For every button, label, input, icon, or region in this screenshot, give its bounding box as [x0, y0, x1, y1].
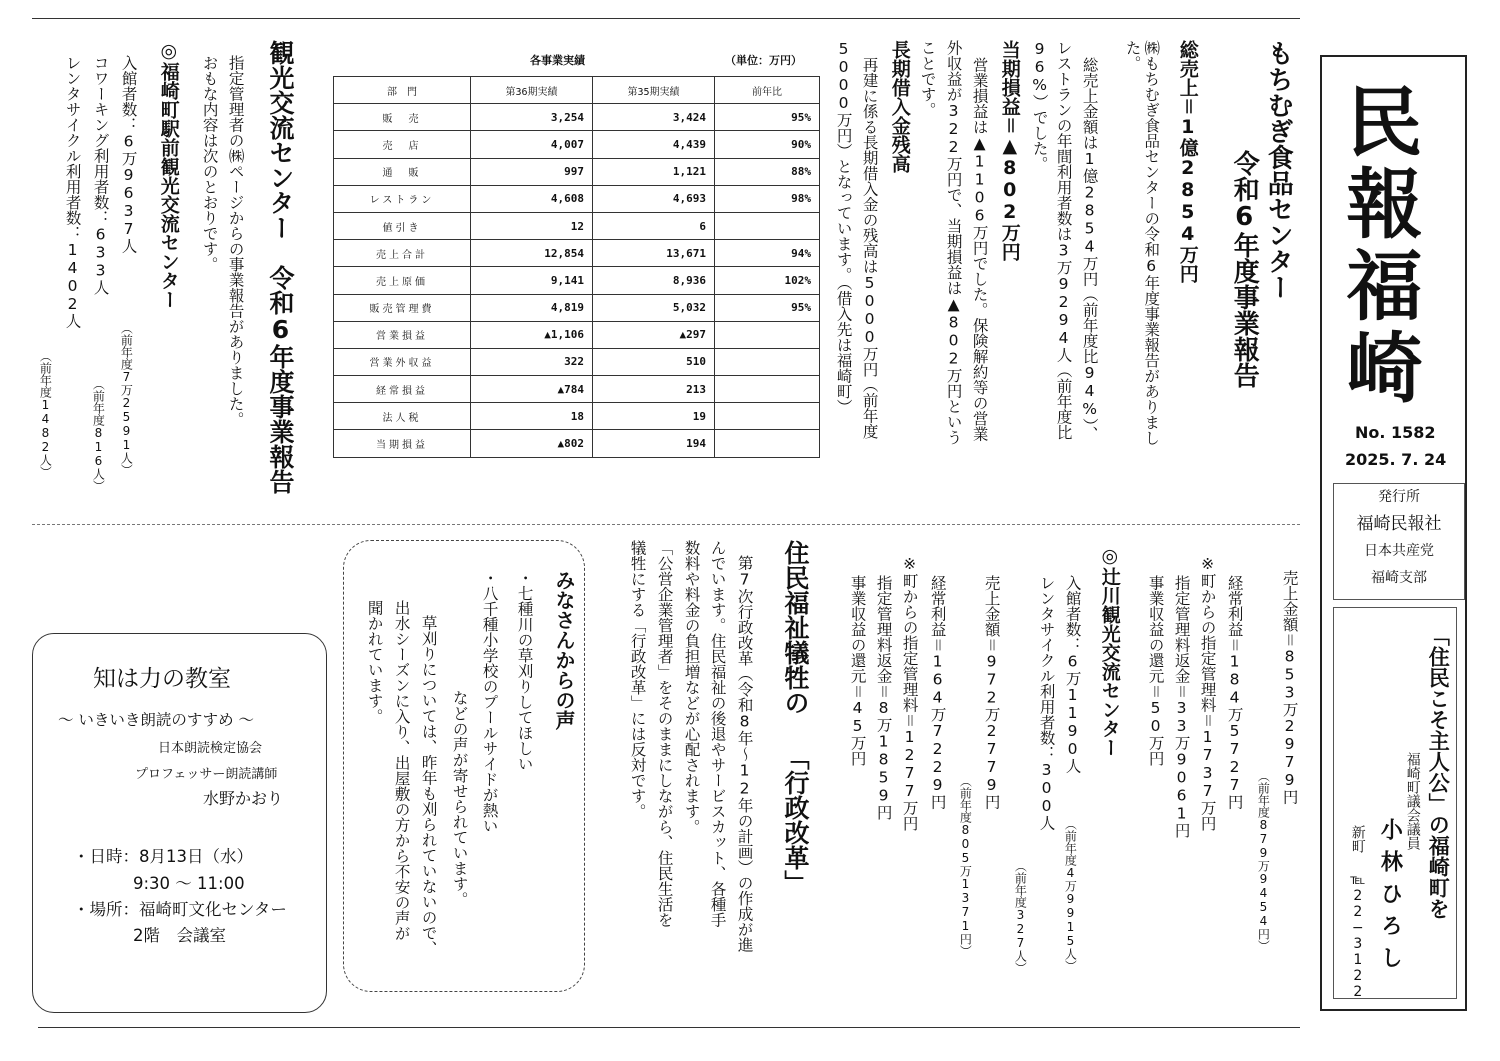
table-header-row [334, 77, 820, 104]
table-row [334, 267, 820, 294]
table-row [334, 321, 820, 348]
station-coworking-prev: （前年度816人） [91, 378, 106, 492]
row-category: 営業外収益 [334, 348, 471, 375]
kanko-para-2: おもな内容は次のとおりです。 [200, 55, 219, 272]
row-ratio: 98% [715, 185, 820, 212]
row-ratio: 88% [715, 158, 820, 185]
table-row [334, 185, 820, 212]
station-visitors: 入館者数：6万9637人 [119, 55, 138, 254]
row-category: 売 店 [334, 131, 471, 158]
kanko-para-1: 指定管理者の㈱ページからの事業報告がありました。 [226, 55, 245, 427]
tsujikawa-sales-prev: （前年度805万1371円） [958, 775, 973, 957]
row-category: 経常損益 [334, 376, 471, 403]
row-period36: 12 [471, 212, 593, 239]
voices-title: みなさんからの声 [552, 570, 576, 730]
bottom-rule [38, 1027, 1300, 1028]
row-period35: 194 [593, 430, 715, 457]
ad-slogan: 「住民こそ主人公」の福崎町を [1426, 625, 1451, 919]
tsujikawa-sales: 売上金額＝972万2779円 [982, 575, 1001, 810]
station-coworking: コワーキング利用者数：633人 [91, 55, 110, 295]
tsujikawa-visitors-prev: （前年度4万9915人） [1063, 818, 1078, 972]
tsujikawa-cycle: レンタサイクル利用者数：300人 [1037, 575, 1056, 831]
row-ratio [715, 403, 820, 430]
row-period35: 6 [593, 212, 715, 239]
heading-profit: 当期損益＝▲802万円 [998, 40, 1021, 261]
row-period35: ▲297 [593, 321, 715, 348]
publisher-box [1333, 483, 1465, 600]
row-period36: 12,854 [471, 240, 593, 267]
ad-area: 新町 [1349, 825, 1366, 853]
lecture-role: プロフェッサー朗読講師 [135, 767, 278, 782]
tsujikawa-ordinary-profit: 経常利益＝164万7229円 [928, 575, 947, 810]
row-period35: 4,439 [593, 131, 715, 158]
mochimugi-para-3c: ことです。 [918, 40, 937, 118]
voices-item-2: ・八千種小学校のプールサイドが熱い [480, 570, 499, 834]
lecture-place: ・場所：福崎町文化センター [73, 900, 287, 919]
row-period36: 9,141 [471, 267, 593, 294]
row-ratio [715, 376, 820, 403]
tsujikawa-visitors: 入館者数：6万1190人 [1063, 575, 1082, 774]
row-category: 販売管理費 [334, 294, 471, 321]
row-ratio [715, 430, 820, 457]
header-category: 部 門 [334, 77, 471, 104]
row-period36: 4,819 [471, 294, 593, 321]
row-period36: 18 [471, 403, 593, 430]
row-ratio: 94% [715, 240, 820, 267]
row-ratio: 95% [715, 294, 820, 321]
lecture-room: 2階 会議室 [133, 926, 226, 945]
header-period35: 第35期実績 [593, 77, 715, 104]
row-ratio [715, 321, 820, 348]
welfare-title-1: 住民福祉犠牲の [781, 540, 810, 715]
station-cycle: レンタサイクル利用者数：1402人 [63, 55, 82, 329]
row-period36: 4,007 [471, 131, 593, 158]
header-ratio: 前年比 [715, 77, 820, 104]
station-ordinary-profit: 経常利益＝184万5727円 [1225, 575, 1244, 810]
mochimugi-para-2c: 96%）でした。 [1030, 40, 1049, 172]
row-period36: 3,254 [471, 104, 593, 131]
table-row [334, 376, 820, 403]
results-table [333, 76, 820, 458]
row-ratio: 95% [715, 104, 820, 131]
ad-name: 小林ひろし [1377, 818, 1403, 978]
lecture-org: 日本朗読検定協会 [158, 741, 263, 756]
row-period35: 5,032 [593, 294, 715, 321]
top-rule [32, 18, 1300, 19]
station-heading: ◎福崎町駅前観光交流センター [157, 40, 180, 309]
mochimugi-para-3a: 営業損益は▲1106万円でした。保険解約等の営業 [970, 57, 989, 442]
table-row [334, 430, 820, 457]
row-category: レストラン [334, 185, 471, 212]
row-period36: 322 [471, 348, 593, 375]
station-sales: 売上金額＝853万2979円 [1280, 570, 1299, 805]
voices-para-3: 出水シーズンに入り、出屋敷の方から不安の声が [392, 600, 411, 941]
table-row [334, 131, 820, 158]
table-row [334, 294, 820, 321]
header-period36: 第36期実績 [471, 77, 593, 104]
voices-item-1: ・七種川の草刈りしてほしい [515, 570, 534, 772]
welfare-para-2: んでいます。住民福祉の後退やサービスカット、各種手 [708, 540, 727, 928]
row-category: 営業損益 [334, 321, 471, 348]
row-ratio: 102% [715, 267, 820, 294]
mochimugi-title: もちむぎ食品センター [1263, 40, 1294, 300]
issue-number: No. 1582 [1355, 423, 1436, 442]
row-period35: 8,936 [593, 267, 715, 294]
party-name: 日本共産党 [1364, 543, 1434, 559]
ad-tel: ℡22−3122 [1349, 872, 1366, 1000]
heading-debt: 長期借入金残高 [888, 40, 911, 173]
station-sales-prev: （前年度879万9454円） [1256, 770, 1271, 952]
tsujikawa-return: 事業収益の還元＝45万円 [848, 575, 867, 766]
table-unit: （単位：万円） [725, 54, 802, 67]
voices-para-4: 聞かれています。 [365, 600, 384, 724]
row-period35: 1,121 [593, 158, 715, 185]
heading-total-sales: 総売上＝1億2854万円 [1176, 40, 1199, 283]
lecture-time: 9:30 〜 11:00 [133, 874, 245, 893]
welfare-para-4: 「公営企業管理者」をそのままにしながら、住民生活を [655, 540, 674, 928]
tsujikawa-fee-refund: 指定管理料返金＝8万1859円 [874, 575, 893, 820]
lecture-subtitle: 〜 いきいき朗読のすすめ 〜 [58, 711, 255, 729]
row-ratio: 90% [715, 131, 820, 158]
welfare-title-2: 「行政改革」 [781, 745, 810, 895]
table-row [334, 403, 820, 430]
row-period36: ▲784 [471, 376, 593, 403]
row-period35: 19 [593, 403, 715, 430]
table-row [334, 104, 820, 131]
mochimugi-para-3b: 外収益が322万円で、当期損益は▲802万円という [944, 40, 963, 445]
row-category: 法人税 [334, 403, 471, 430]
publisher-label: 発行所 [1378, 489, 1420, 505]
row-period35: 13,671 [593, 240, 715, 267]
row-period35: 510 [593, 348, 715, 375]
welfare-para-5: 犠牲にする「行政改革」には反対です。 [628, 540, 647, 819]
station-cycle-prev: （前年度1482人） [38, 350, 53, 478]
table-row [334, 240, 820, 267]
issue-date: 2025. 7. 24 [1345, 450, 1447, 469]
table-row [334, 212, 820, 239]
lecturer-name: 水野かおり [203, 789, 284, 808]
row-period35: 213 [593, 376, 715, 403]
publisher-name: 福崎民報社 [1356, 514, 1442, 534]
kanko-title: 観光交流センター 令和6年度事業報告 [266, 40, 295, 494]
row-category: 売上原価 [334, 267, 471, 294]
tsujikawa-cycle-prev: （前年度327人） [1013, 860, 1028, 974]
tsujikawa-heading: ◎辻川観光交流センター [1098, 545, 1121, 757]
row-period36: 4,608 [471, 185, 593, 212]
lecture-date: ・日時：8月13日（水） [73, 847, 253, 866]
row-ratio [715, 348, 820, 375]
table-row [334, 158, 820, 185]
row-period36: ▲1,106 [471, 321, 593, 348]
mochimugi-para-2a: 総売上金額は1億2854万円（前年度比94%）、 [1080, 57, 1099, 442]
row-period36: ▲802 [471, 430, 593, 457]
row-category: 売上合計 [334, 240, 471, 267]
mochimugi-subtitle: 令和6年度事業報告 [1229, 150, 1260, 388]
station-mgmt-fee: ※町からの指定管理料＝1737万円 [1198, 555, 1217, 831]
row-category: 通 販 [334, 158, 471, 185]
welfare-para-1: 第7次行政改革（令和8年〜12年の計画）の作成が進 [735, 555, 754, 953]
row-period35: 4,693 [593, 185, 715, 212]
voices-para-2: 草刈りについては、昨年も刈られていないので、 [419, 615, 438, 956]
table-caption: 各事業実績 [530, 54, 585, 67]
station-return: 事業収益の還元＝50万円 [1146, 575, 1165, 766]
row-category: 値引き [334, 212, 471, 239]
voices-para-1: などの声が寄せられています。 [450, 690, 469, 907]
row-ratio [715, 212, 820, 239]
row-category: 販 売 [334, 104, 471, 131]
station-visitors-prev: （前年度7万2591人） [119, 322, 134, 476]
mochimugi-para-1: ㈱もちむぎ食品センターの令和6年度事業報告がありました。 [1123, 40, 1161, 446]
ad-role: 福崎町議会議員 [1404, 752, 1421, 850]
mochimugi-para-4b: 5000万円）となっています。（借入先は福崎町） [834, 40, 853, 415]
station-fee-refund: 指定管理料返金＝33万9061円 [1172, 575, 1191, 838]
row-period36: 997 [471, 158, 593, 185]
row-category: 当期損益 [334, 430, 471, 457]
row-period35: 3,424 [593, 104, 715, 131]
mochimugi-para-4a: 再建に係る長期借入金の残高は5000万円（前年度 [860, 57, 879, 439]
table-row [334, 348, 820, 375]
lecture-title: 知は力の教室 [93, 666, 231, 692]
newspaper-title: 民報福崎 [1334, 82, 1423, 410]
branch-name: 福崎支部 [1371, 570, 1427, 586]
mochimugi-para-2b: レストランの年間利用者数は3万9294人（前年度比 [1054, 40, 1073, 440]
tsujikawa-mgmt-fee: ※町からの指定管理料＝1277万円 [900, 555, 919, 831]
welfare-para-3: 数料や料金の負担増などが心配されます。 [682, 540, 701, 835]
section-divider [32, 524, 1300, 525]
